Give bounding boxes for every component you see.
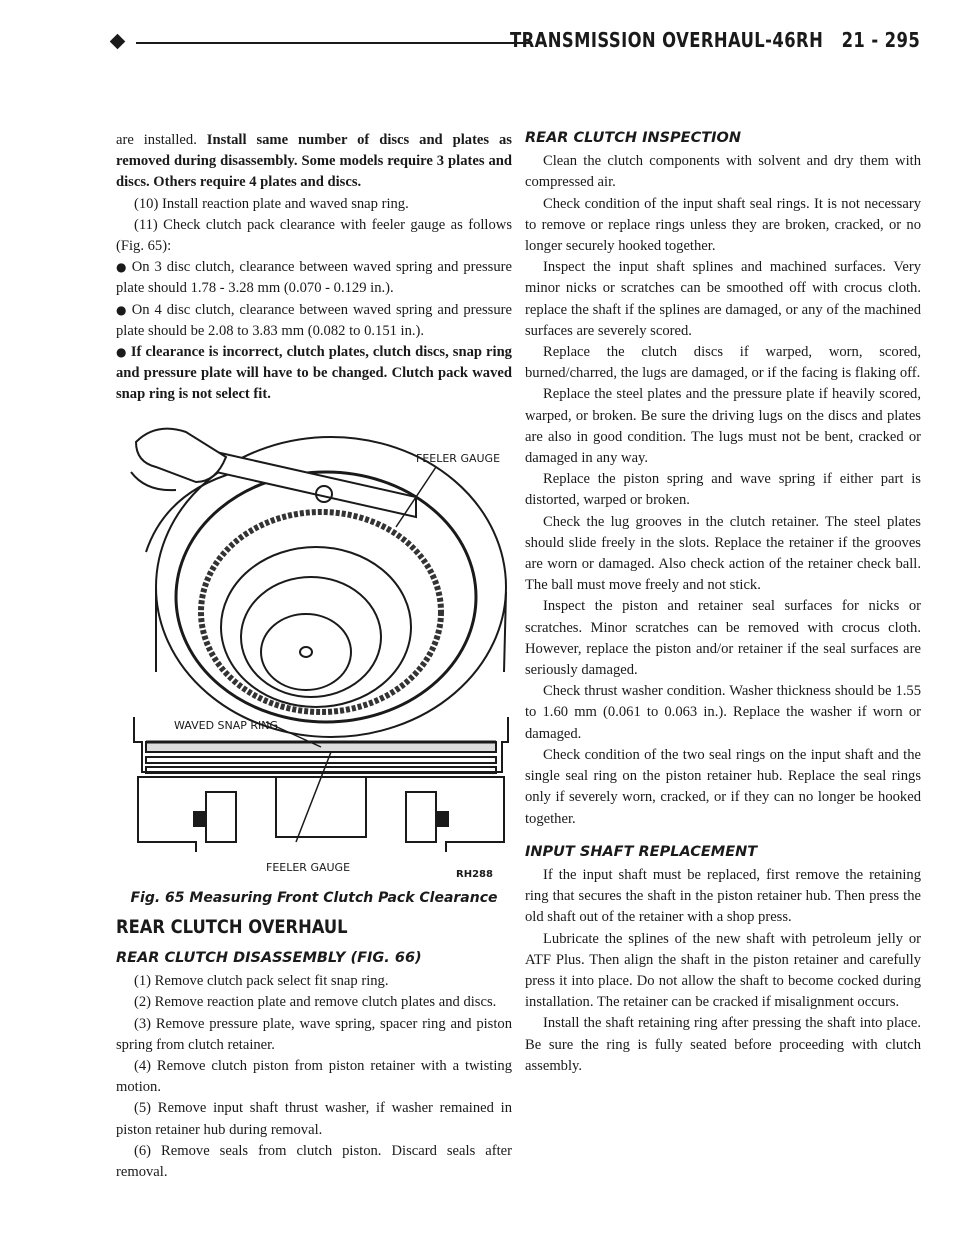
- intro-paragraph: [116, 130, 512, 194]
- diamond-icon: [110, 34, 126, 50]
- disassembly-step: (4) Remove clutch piston from piston retainer with a twisting motion.: [116, 1058, 512, 1096]
- disassembly-step: (3) Remove pressure plate, wave spring, spacer ring and piston spring from clutch retainer.: [116, 1015, 512, 1053]
- disassembly-step: (6) Remove seals from clutch piston. Discard seals after removal.: [116, 1142, 512, 1181]
- disassembly-step: (2) Remove reaction plate and remove clutch plates and discs.: [134, 994, 497, 1011]
- inspection-paragraph: Clean the clutch components with solvent and dry them with compressed air.: [525, 153, 921, 191]
- inspection-title: REAR CLUTCH INSPECTION: [525, 130, 741, 146]
- inspection-paragraph: Inspect the input shaft splines and machined surfaces. Very minor nicks or scratches can be smoothed off with crocus cloth. replace the shaft if the splines are damaged, or any of the machined surfaces are severely scored.: [525, 259, 921, 339]
- right-column: [525, 128, 921, 1077]
- input-shaft-paragraph: If the input shaft must be replaced, first remove the retaining ring that secures the shaft in the piston retainer hub. Then press the old shaft out of the retainer with a shop press.: [525, 866, 921, 926]
- bullet-4-disc: [116, 300, 512, 342]
- inspection-paragraph: Replace the piston spring and wave spring if either part is distorted, warped or broken.: [525, 471, 921, 509]
- bullet-text: On 4 disc clutch, clearance between waved spring and pressure plate should be 2.08 to 3.83 mm (0.082 to 0.151 in.).: [116, 301, 512, 339]
- inspection-paragraph: Check condition of the two seal rings on the input shaft and the single seal ring on the piston retainer hub. Replace the seal rings only if severely worn, cracked, or if they can no longer be hooked together.: [525, 746, 921, 827]
- header-rule: [136, 42, 532, 44]
- input-shaft-paragraph: Install the shaft retaining ring after pressing the shaft into place. Be sure the ring is fully seated before proceeding with clutch assembly.: [525, 1015, 921, 1074]
- disassembly-step: (5) Remove input shaft thrust washer, if washer remained in piston retainer hub during removal.: [116, 1100, 512, 1138]
- inspection-paragraph: Inspect the piston and retainer seal surfaces for nicks or scratches. Minor scratches can be removed with crocus cloth. However, replace the piston and/or retainer if the seal surfaces are seriously damaged.: [525, 598, 921, 679]
- bullet-text: On 3 disc clutch, clearance between waved spring and pressure plate should 1.78 - 3.28 mm (0.070 - 0.129 in.).: [116, 259, 512, 297]
- subsection-title: REAR CLUTCH DISASSEMBLY (FIG. 66): [116, 950, 422, 967]
- clutch-drum-drawing: [131, 428, 506, 736]
- step-10: (10) Install reaction plate and waved snap ring.: [134, 195, 409, 212]
- disassembly-step: (1) Remove clutch pack select fit snap ring.: [134, 973, 389, 990]
- step-11: (11) Check clutch pack clearance with feeler gauge as follows (Fig. 65):: [116, 216, 512, 255]
- inspection-paragraph: Replace the steel plates and the pressure plate if heavily scored, warped, or broken. Be sure the driving lugs on the discs and plates are also in good condition. The lugs must not be bent, cracked or damaged in any way.: [525, 386, 921, 467]
- left-column: [116, 130, 512, 1183]
- bullet-icon: ●: [116, 302, 128, 317]
- bullet-icon: ●: [116, 260, 128, 275]
- section-title: REAR CLUTCH OVERHAUL: [116, 915, 348, 938]
- page-number: 21 - 295: [841, 28, 920, 52]
- page-header: [112, 24, 920, 64]
- bullet-text: If clearance is incorrect, clutch plates, clutch discs, snap ring and pressure plate will have to be changed. Clutch pack waved snap ring is not select fit.: [116, 344, 512, 403]
- waved-snap-ring-label: WAVED SNAP RING: [174, 718, 279, 732]
- intro-text: are installed.: [116, 132, 207, 148]
- header-title: [510, 28, 920, 52]
- clutch-illustration: [116, 412, 512, 852]
- bullet-warning: [116, 342, 512, 406]
- bullet-icon: ●: [116, 345, 127, 360]
- inspection-paragraph: Check the lug grooves in the clutch retainer. The steel plates should slide freely in the slots. Replace the retainer if the grooves are worn or damaged. Also check action of the retainer check ball. The ball must move freely and not stick.: [525, 513, 921, 594]
- bullet-3-disc: [116, 257, 512, 299]
- inspection-paragraph: Check condition of the input shaft seal rings. It is not necessary to remove or replace rings unless they are broken, cracked, or no longer securely hooked together.: [525, 195, 921, 255]
- input-shaft-title: INPUT SHAFT REPLACEMENT: [525, 843, 758, 860]
- feeler-gauge-bottom-label: FEELER GAUGE: [266, 860, 351, 874]
- input-shaft-paragraph: Lubricate the splines of the new shaft with petroleum jelly or ATF Plus. Then align the shaft in the piston retainer and carefully press it into place. Do not allow the shaft to become cocked during installation. The retainer can be cracked if misalignment occurs.: [525, 930, 921, 1011]
- inspection-paragraph: Check thrust washer condition. Washer thickness should be 1.55 to 1.60 mm (0.061 to 0.063 in.). Replace the washer if worn or damaged.: [525, 683, 921, 742]
- figure-code: RH288: [456, 868, 493, 880]
- inspection-paragraph: Replace the clutch discs if warped, worn, scored, burned/charred, the lugs are damaged, or if the facing is flaking off.: [525, 344, 921, 382]
- section-name: TRANSMISSION OVERHAUL-46RH: [509, 28, 824, 52]
- intro-bold-text: Install same number of discs and plates as removed during disassembly. Some models require 3 plates and discs. Others require 4 plates and discs.: [116, 132, 512, 191]
- figure-65: [116, 412, 512, 882]
- figure-caption: Fig. 65 Measuring Front Clutch Pack Clearance: [130, 889, 498, 906]
- feeler-gauge-top-label: FEELER GAUGE: [416, 451, 501, 465]
